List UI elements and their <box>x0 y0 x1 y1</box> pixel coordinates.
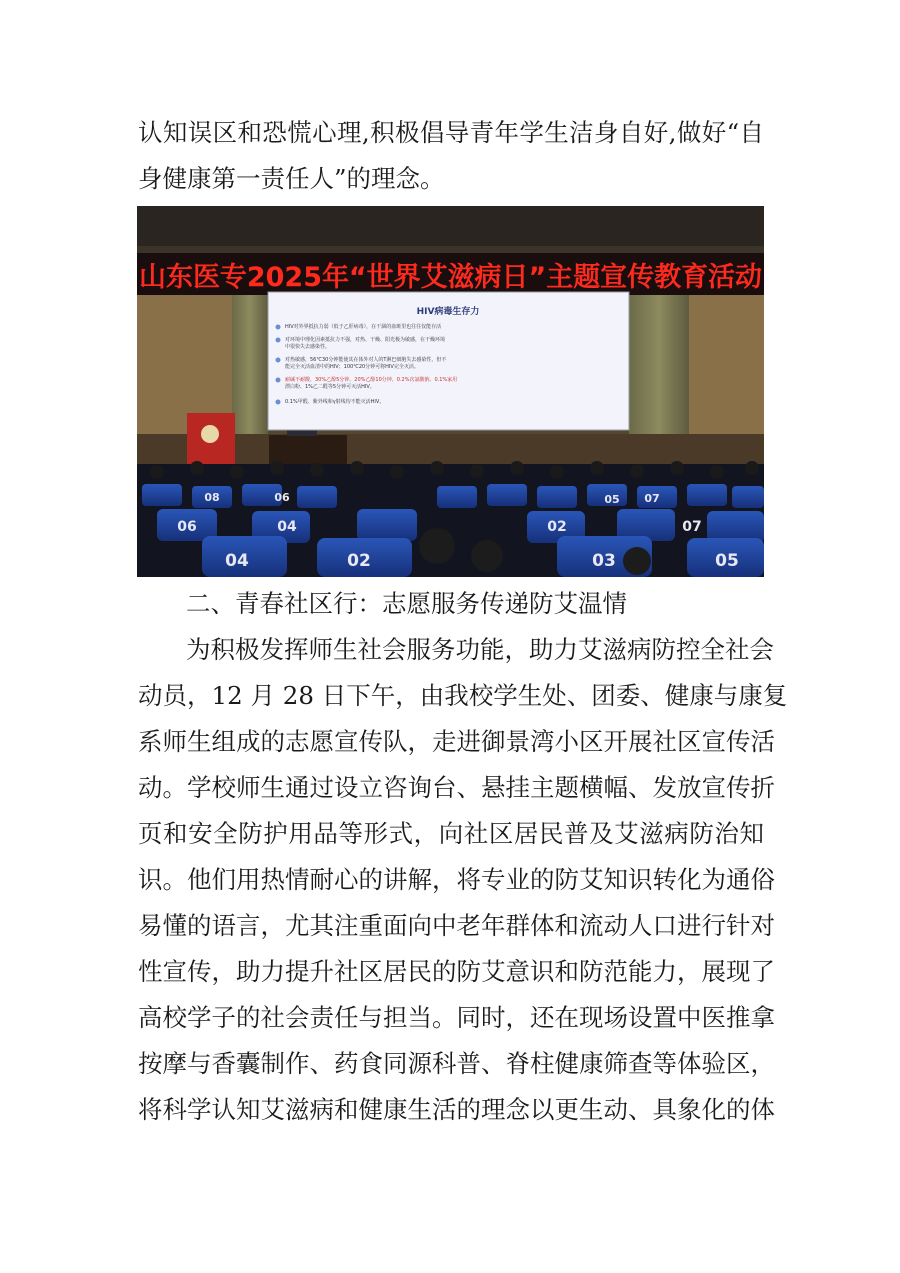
seat-number: 05 <box>715 551 739 571</box>
paragraph-line: 将科学认知艾滋病和健康生活的理念以更生动、具象化的体 <box>138 1095 775 1124</box>
paragraph-line: 动。学校师生通过设立咨询台、悬挂主题横幅、发放宣传折 <box>138 773 775 802</box>
seat-number: 02 <box>547 519 567 535</box>
seat-number: 07 <box>682 519 702 535</box>
section-heading: 二、青春社区行：志愿服务传递防艾温情 <box>186 589 627 618</box>
slide-line: 对热敏感，56℃30分钟能使其在体外对人的T淋巴细胞失去感染性，但不 <box>285 357 447 363</box>
slide-line: 耐碱不耐酸，30%乙醇5分钟、20%乙醇10分钟、0.2%次氯酸钠、0.1%家用 <box>285 377 458 383</box>
paragraph-line: 为积极发挥师生社会服务功能，助力艾滋病防控全社会 <box>186 635 774 664</box>
seat-number: 08 <box>204 491 220 504</box>
paragraph-line: 系师生组成的志愿宣传队，走进御景湾小区开展社区宣传活 <box>138 727 775 756</box>
seat-number: 04 <box>277 519 297 535</box>
auditorium-photo <box>137 206 764 577</box>
seat-number: 04 <box>225 551 249 571</box>
paragraph-line: 动员，12 月 28 日下午，由我校学生处、团委、健康与康复 <box>138 681 788 710</box>
led-banner-text: 山东医专2025年“世界艾滋病日”主题宣传教育活动 <box>139 262 763 293</box>
paragraph-line: 页和安全防护用品等形式，向社区居民普及艾滋病防治知 <box>138 819 764 848</box>
slide-line: 中很快失去感染性。 <box>285 344 331 350</box>
paragraph-line: 身健康第一责任人”的理念。 <box>138 164 445 193</box>
slide-line: 对环境中理化因素抵抗力不强，对热、干燥、阳光极为敏感，在干燥环境 <box>285 337 446 343</box>
seat-number: 02 <box>347 551 371 571</box>
slide-line: 漂白粉、1%乙二醛等5分钟可灭活HIV。 <box>285 384 375 390</box>
slide-line: 0.1%甲醛、紫外线和γ射线均不能灭活HIV。 <box>285 399 385 405</box>
seat-number: 05 <box>604 493 620 506</box>
slide-line: 能完全灭活血清中的HIV；100℃20分钟可将HIV完全灭活。 <box>285 364 419 370</box>
seat-number: 07 <box>644 492 660 505</box>
seat-number: 06 <box>177 519 197 535</box>
seat-number: 06 <box>274 491 290 504</box>
paragraph-line: 易懂的语言，尤其注重面向中老年群体和流动人口进行针对 <box>138 911 775 940</box>
slide-title: HIV病毒生存力 <box>416 307 480 317</box>
paragraph-line: 性宣传，助力提升社区居民的防艾意识和防范能力，展现了 <box>138 957 775 986</box>
paragraph-line: 按摩与香囊制作、药食同源科普、脊柱健康筛查等体验区， <box>138 1049 775 1078</box>
paragraph-line: 认知误区和恐慌心理,积极倡导青年学生洁身自好,做好“自 <box>138 118 764 147</box>
slide-line: HIV对外界抵抗力弱（低于乙肝病毒），在干涸的血斑里也往往仅能存活 <box>285 324 442 330</box>
paragraph-line: 识。他们用热情耐心的讲解，将专业的防艾知识转化为通俗 <box>138 865 775 894</box>
seat-number: 03 <box>592 551 616 571</box>
paragraph-line: 高校学子的社会责任与担当。同时，还在现场设置中医推拿 <box>138 1003 775 1032</box>
